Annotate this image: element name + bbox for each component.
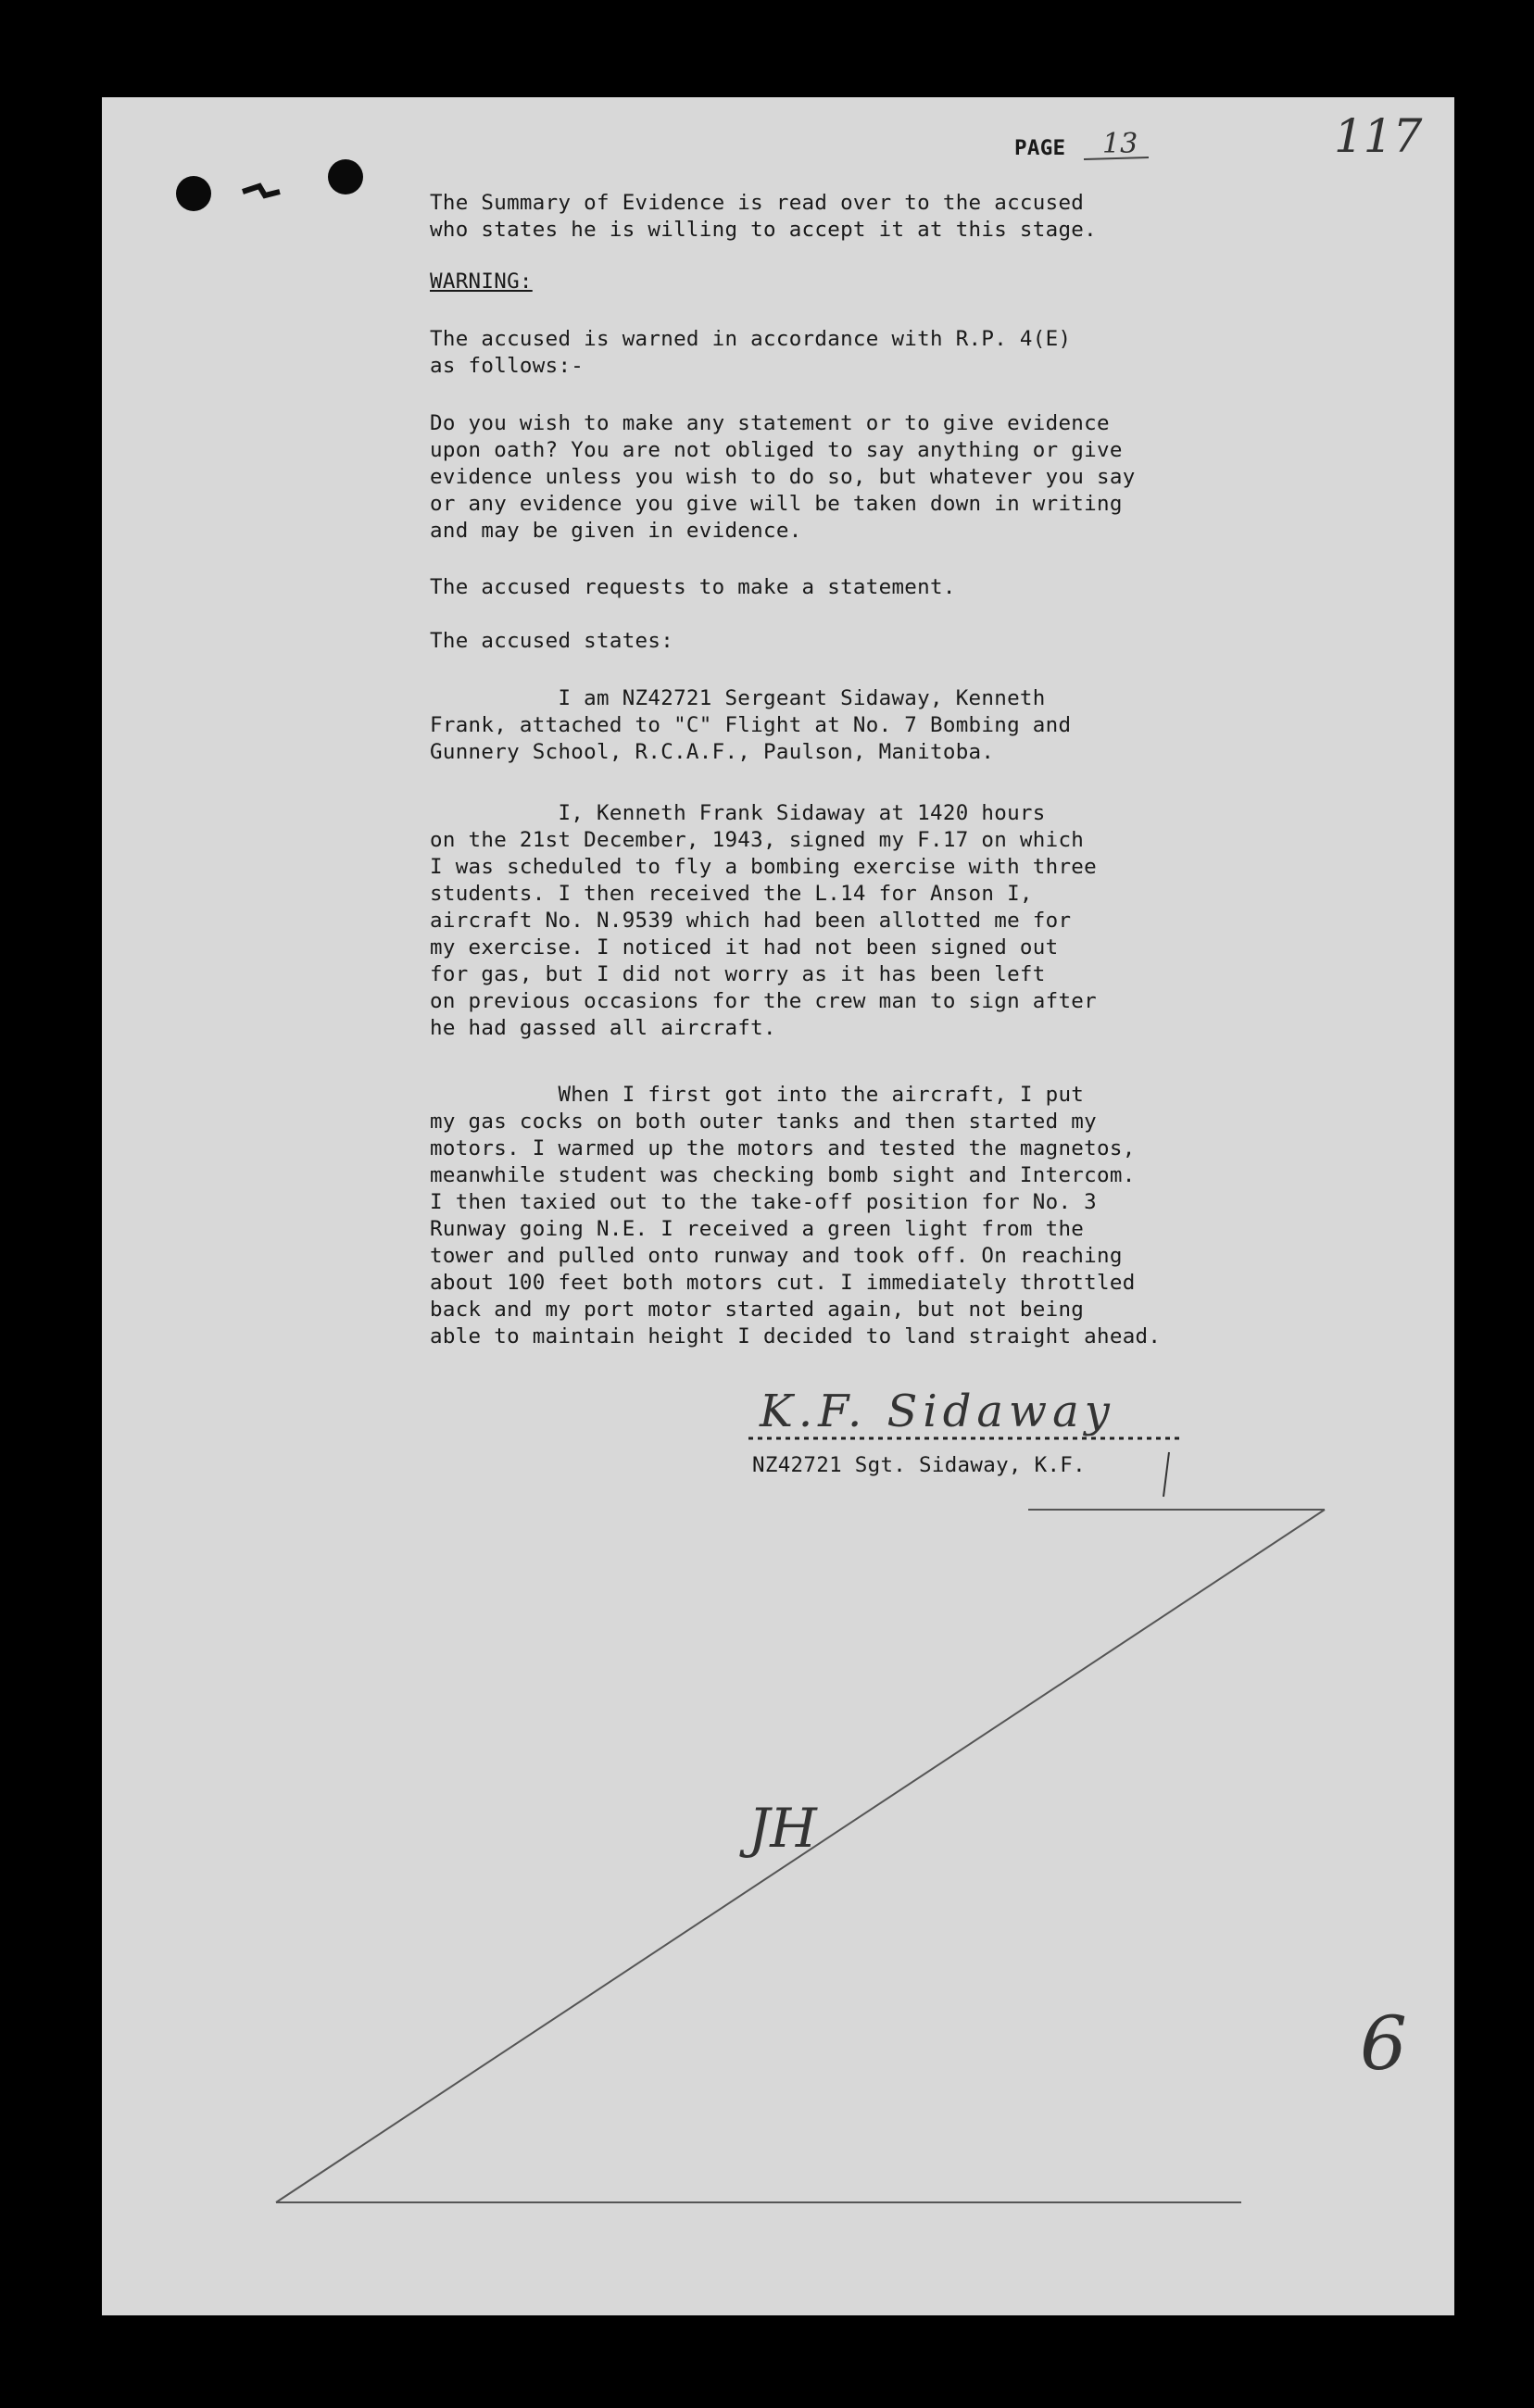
statement-2-line-1: I, Kenneth Frank Sidaway at 1420 hours	[430, 801, 1046, 825]
statement-3-line-6: Runway going N.E. I received a green light from the	[430, 1217, 1085, 1241]
page-label: PAGE	[1014, 136, 1066, 160]
statement-3-line-4: meanwhile student was checking bomb sight and Intercom.	[430, 1163, 1136, 1187]
statement-3-line-5: I then taxied out to the take-off position for No. 3	[430, 1190, 1097, 1214]
handwritten-initials: JH	[748, 1797, 817, 1860]
statement-2-line-3: I was scheduled to fly a bombing exercise with three	[430, 855, 1097, 879]
statement-3-line-7: tower and pulled onto runway and took off. On reaching	[430, 1244, 1123, 1268]
caution-line-3: evidence unless you wish to do so, but whatever you say	[430, 465, 1136, 489]
statement-2-line-7: for gas, but I did not worry as it has been left	[430, 962, 1046, 986]
states-line: The accused states:	[430, 629, 674, 653]
statement-3-line-9: back and my port motor started again, but not being	[430, 1298, 1085, 1322]
statement-2-line-8: on previous occasions for the crew man to sign after	[430, 989, 1097, 1013]
signature-flourish	[1163, 1452, 1169, 1497]
warned-line-1: The accused is warned in accordance with R.P. 4(E)	[430, 327, 1072, 351]
handwritten-signature: K.F. Sidaway	[760, 1386, 1115, 1437]
summary-line-2: who states he is willing to accept it at this stage.	[430, 218, 1097, 242]
statement-1-line-2: Frank, attached to "C" Flight at No. 7 Bombing and	[430, 713, 1072, 737]
typed-signature: NZ42721 Sgt. Sidaway, K.F.	[752, 1453, 1086, 1477]
warning-heading: WARNING:	[430, 270, 533, 294]
margin-mark: 6	[1360, 2000, 1407, 2087]
caution-line-1: Do you wish to make any statement or to give evidence	[430, 411, 1110, 435]
statement-2-line-2: on the 21st December, 1943, signed my F.17 on which	[430, 828, 1085, 852]
statement-3-line-2: my gas cocks on both outer tanks and then started my	[430, 1110, 1097, 1134]
statement-2-line-4: students. I then received the L.14 for Anson I,	[430, 882, 1033, 906]
statement-3-line-1: When I first got into the aircraft, I put	[430, 1083, 1085, 1107]
statement-1-line-3: Gunnery School, R.C.A.F., Paulson, Manitoba.	[430, 740, 995, 764]
page-number: 13	[1102, 128, 1138, 160]
clip-mark	[243, 186, 280, 195]
folio-number: 117	[1334, 109, 1423, 163]
statement-3-line-3: motors. I warmed up the motors and tested the magnetos,	[430, 1136, 1136, 1160]
statement-2-line-6: my exercise. I noticed it had not been signed out	[430, 935, 1059, 959]
statement-3-line-8: about 100 feet both motors cut. I immediately throttled	[430, 1271, 1136, 1295]
statement-2-line-9: he had gassed all aircraft.	[430, 1016, 776, 1040]
caution-line-4: or any evidence you give will be taken down in writing	[430, 492, 1123, 516]
warned-line-2: as follows:-	[430, 354, 585, 378]
request-line: The accused requests to make a statement.	[430, 575, 956, 599]
caution-line-5: and may be given in evidence.	[430, 519, 802, 543]
statement-1-line-1: I am NZ42721 Sergeant Sidaway, Kenneth	[430, 686, 1046, 710]
statement-2-line-5: aircraft No. N.9539 which had been allotted me for	[430, 909, 1072, 933]
summary-line-1: The Summary of Evidence is read over to the accused	[430, 191, 1085, 215]
caution-line-2: upon oath? You are not obliged to say anything or give	[430, 438, 1123, 462]
statement-3-line-10: able to maintain height I decided to land straight ahead.	[430, 1324, 1162, 1348]
